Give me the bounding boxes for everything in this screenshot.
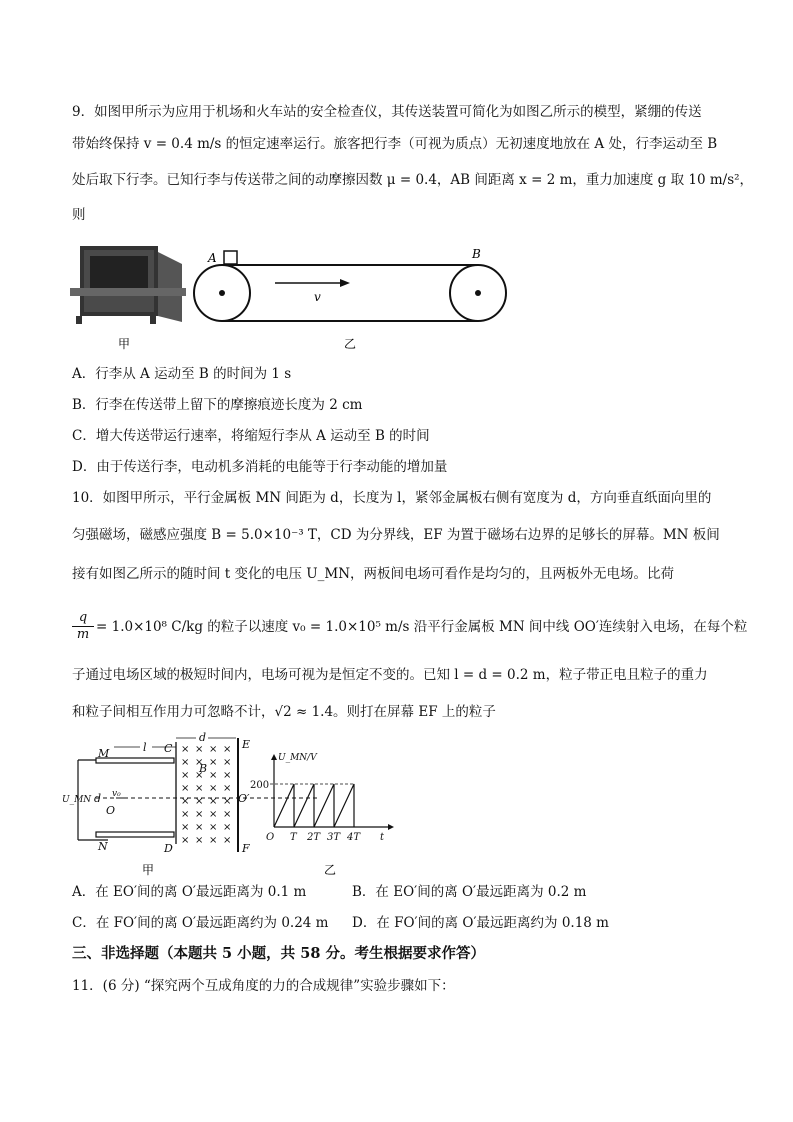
luggage-box	[224, 251, 237, 264]
svg-text:×: ×	[195, 809, 204, 820]
q10-line-6: 和粒子间相互作用力可忽略不计，√2 ≈ 1.4。则打在屏幕 EF 上的粒子	[72, 704, 496, 720]
q9-line-4: 则	[72, 207, 86, 223]
graph-ytick-200: 200	[250, 780, 270, 791]
svg-text:×: ×	[209, 822, 218, 833]
svg-text:×: ×	[223, 835, 232, 846]
q9-option-b: B．行李在传送带上留下的摩擦痕迹长度为 2 cm	[72, 397, 363, 413]
label-v0: v₀	[112, 789, 121, 799]
graph-xtick-3T: 3T	[327, 832, 341, 843]
q10-option-b: B．在 EO′间的离 O′最远距离为 0.2 m	[352, 884, 587, 900]
fig-label-B: B	[472, 247, 481, 261]
section-3-heading: 三、非选择题（本题共 5 小题，共 58 分。考生根据要求作答）	[72, 945, 485, 962]
svg-text:×: ×	[223, 809, 232, 820]
graph-xtick-T: T	[290, 832, 297, 843]
label-C: C	[164, 742, 173, 755]
svg-text:×: ×	[223, 822, 232, 833]
q9-option-d: D．由于传送行李，电动机多消耗的电能等于行李动能的增加量	[72, 459, 448, 475]
svg-text:×: ×	[223, 757, 232, 768]
svg-text:×: ×	[181, 744, 190, 755]
fig-jia-caption: 甲	[117, 337, 131, 351]
fig-label-v: v	[314, 290, 321, 304]
label-E: E	[242, 738, 251, 751]
svg-text:×: ×	[195, 796, 204, 807]
svg-text:×: ×	[181, 796, 190, 807]
svg-text:×: ×	[209, 783, 218, 794]
q10-caption-jia: 甲	[141, 863, 155, 877]
q10-figure	[62, 731, 398, 877]
label-M: M	[98, 747, 110, 760]
svg-text:×: ×	[195, 835, 204, 846]
q9-line-3: 处后取下行李。已知行李与传送带之间的动摩擦因数 μ = 0.4，AB 间距离 x = 2 m，重力加速度 g 取 10 m/s²，	[72, 172, 754, 188]
svg-text:×: ×	[195, 822, 204, 833]
label-d-left: d	[94, 792, 102, 805]
svg-text:×: ×	[181, 783, 190, 794]
graph-xlabel: t	[380, 832, 385, 843]
svg-text:×: ×	[209, 809, 218, 820]
svg-text:×: ×	[223, 744, 232, 755]
q10-option-a: A．在 EO′间的离 O′最远距离为 0.1 m	[72, 884, 307, 900]
label-F: F	[242, 842, 250, 855]
svg-text:×: ×	[209, 835, 218, 846]
svg-text:×: ×	[209, 770, 218, 781]
q11-line-1: 11．(6 分) “探究两个互成角度的力的合成规律”实验步骤如下：	[72, 978, 455, 994]
q10-option-d: D．在 FO′间的离 O′最远距离约为 0.18 m	[352, 915, 609, 931]
conveyor-belt	[194, 251, 506, 321]
q10-option-c: C．在 FO′间的离 O′最远距离约为 0.24 m	[72, 915, 329, 931]
svg-text:×: ×	[195, 770, 204, 781]
frac-denominator: m	[76, 627, 90, 642]
svg-text:×: ×	[181, 809, 190, 820]
scanner-machine-image	[70, 246, 186, 324]
q9-line-1: 9．如图甲所示为应用于机场和火车站的安全检查仪，其传送装置可简化为如图乙所示的模型，紧绷的传送	[72, 104, 702, 120]
graph-xtick-O: O	[266, 832, 275, 843]
svg-text:×: ×	[195, 783, 204, 794]
fig-yi-caption: 乙	[343, 337, 357, 351]
q9-figure	[70, 238, 520, 356]
q10-line-3: 接有如图乙所示的随时间 t 变化的电压 U_MN，两板间电场可看作是均匀的，且两板外无电场。比荷	[72, 566, 675, 582]
svg-text:×: ×	[223, 770, 232, 781]
graph-ylabel: U_MN/V	[278, 753, 317, 763]
svg-text:×: ×	[209, 744, 218, 755]
svg-text:×: ×	[209, 757, 218, 768]
q9-line-2: 带始终保持 v = 0.4 m/s 的恒定速率运行。旅客把行李（可视为质点）无初速度地放在 A 处，行李运动至 B	[72, 136, 718, 152]
svg-text:×: ×	[223, 783, 232, 794]
graph-xtick-2T: 2T	[307, 832, 321, 843]
q10-caption-yi: 乙	[323, 863, 337, 877]
graph-xtick-4T: 4T	[347, 832, 361, 843]
label-O: O	[106, 804, 116, 817]
label-O-prime: O′	[238, 792, 250, 805]
svg-text:×: ×	[181, 835, 190, 846]
label-l: l	[143, 741, 147, 754]
magnetic-field-crosses	[181, 744, 231, 846]
svg-text:×: ×	[195, 744, 204, 755]
svg-text:×: ×	[181, 822, 190, 833]
charge-mass-fraction	[72, 610, 94, 643]
q9-option-a: A．行李从 A 运动至 B 的时间为 1 s	[72, 366, 292, 382]
plate-N	[96, 832, 174, 837]
q10-line-1: 10．如图甲所示，平行金属板 MN 间距为 d，长度为 l，紧邻金属板右侧有宽度为 d，方向垂直纸面向里的	[72, 490, 712, 506]
label-B: B	[199, 762, 208, 775]
svg-text:×: ×	[181, 757, 190, 768]
sawtooth-line	[274, 784, 354, 827]
frac-numerator: q	[72, 610, 94, 627]
q10-line-4: = 1.0×10⁸ C/kg 的粒子以速度 v₀ = 1.0×10⁵ m/s 沿平行金属板 MN 间中线 OO′连续射入电场，在每个粒	[96, 619, 748, 635]
label-D: D	[164, 842, 173, 855]
label-N: N	[98, 840, 108, 853]
voltage-graph	[250, 753, 394, 877]
label-d-top: d	[199, 731, 207, 744]
svg-text:×: ×	[223, 796, 232, 807]
svg-text:×: ×	[195, 757, 204, 768]
fig-label-A: A	[208, 251, 217, 265]
q10-line-5: 子通过电场区域的极短时间内，电场可视为是恒定不变的。已知 l = d = 0.2 m，粒子带正电且粒子的重力	[72, 667, 708, 683]
q9-option-c: C．增大传送带运行速率，将缩短行李从 A 运动至 B 的时间	[72, 428, 430, 444]
svg-text:×: ×	[181, 770, 190, 781]
svg-text:×: ×	[209, 796, 218, 807]
label-UMN: U_MN	[62, 795, 92, 805]
q10-line-2: 匀强磁场，磁感应强度 B = 5.0×10⁻³ T，CD 为分界线，EF 为置于磁场右边界的足够长的屏幕。MN 板间	[72, 527, 720, 543]
